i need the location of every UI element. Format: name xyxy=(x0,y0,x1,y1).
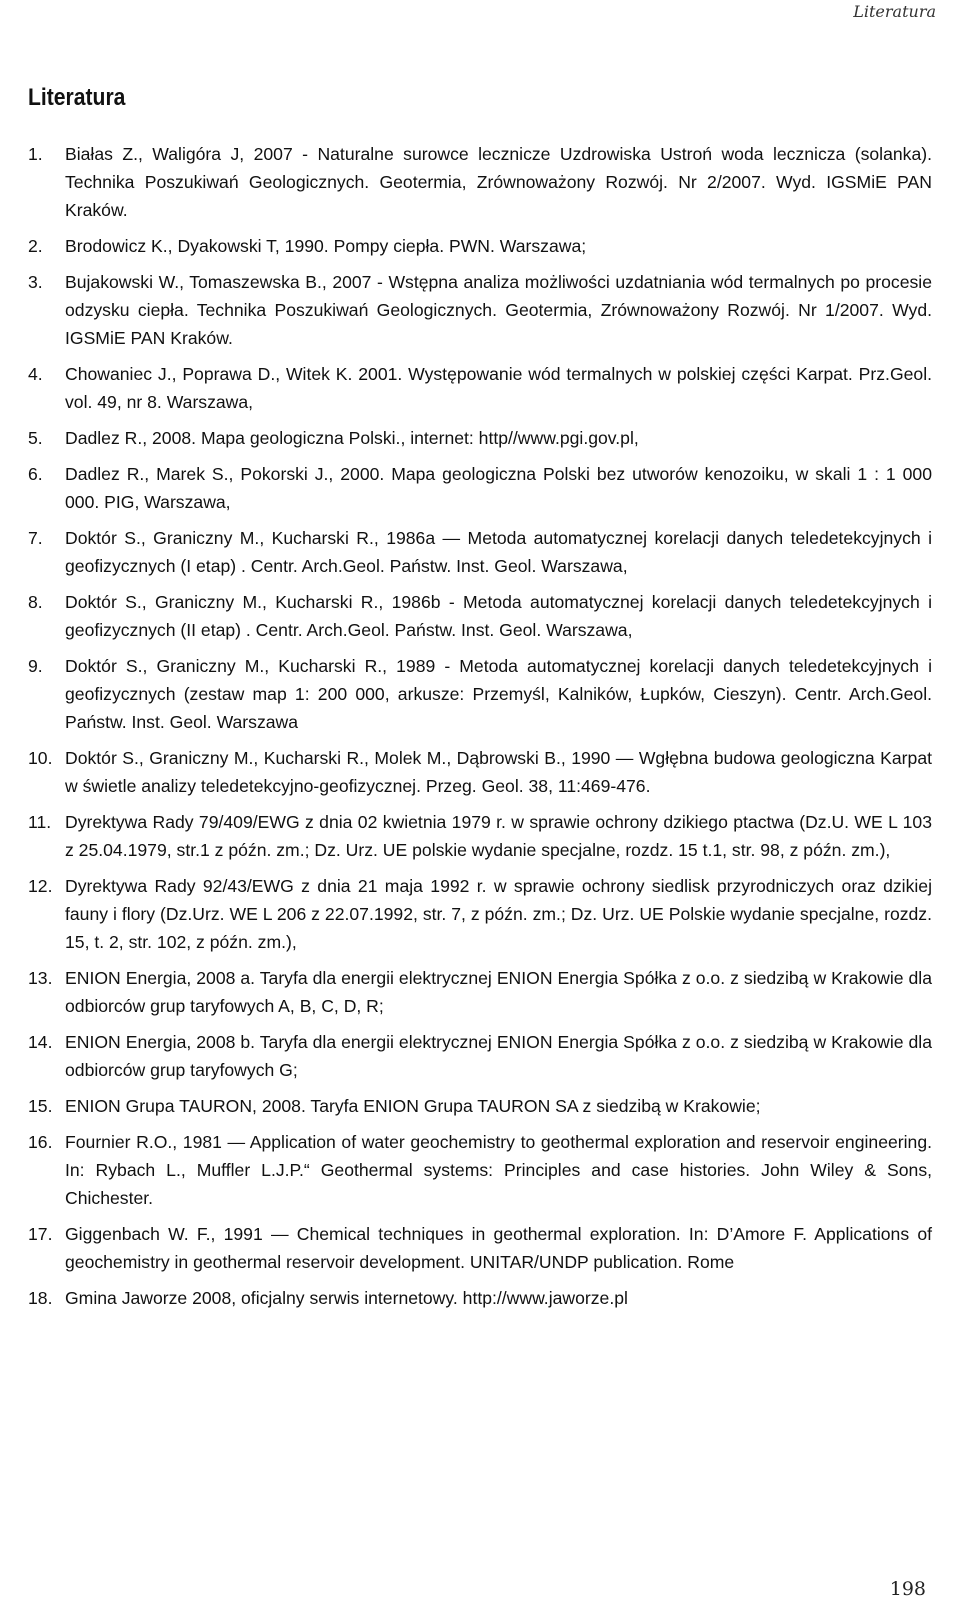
reference-item xyxy=(28,232,932,260)
reference-item xyxy=(28,1028,932,1084)
reference-number: 10. xyxy=(28,748,53,768)
reference-item xyxy=(28,524,932,580)
reference-item xyxy=(28,808,932,864)
reference-number: 2. xyxy=(28,236,43,256)
reference-number: 13. xyxy=(28,968,53,988)
reference-text: Fournier R.O., 1981 — Application of water geochemistry to geothermal exploration and reservoir engineering. In: Rybach L., Muffler L.J.P.“ Geothermal systems: Principles and case histories. John Wiley & Sons, Chichester. xyxy=(65,1132,932,1208)
reference-item xyxy=(28,460,932,516)
reference-item xyxy=(28,1128,932,1212)
reference-text: Giggenbach W. F., 1991 — Chemical techniques in geothermal exploration. In: D’Amore F. Applications of geochemistry in geothermal reservoir development. UNITAR/UNDP publication. Rome xyxy=(65,1224,932,1272)
reference-text: Doktór S., Graniczny M., Kucharski R., 1986a — Metoda automatycznej korelacji danych teledetekcyjnych i geofizycznych (I etap) . Centr. Arch.Geol. Państw. Inst. Geol. Warszawa, xyxy=(65,528,932,576)
reference-item xyxy=(28,268,932,352)
reference-item xyxy=(28,1284,932,1312)
section-title: Literatura xyxy=(28,84,126,111)
reference-number: 5. xyxy=(28,428,43,448)
reference-text: Dyrektywa Rady 79/409/EWG z dnia 02 kwietnia 1979 r. w sprawie ochrony dzikiego ptactwa (Dz.U. WE L 103 z 25.04.1979, str.1 z późn. zm.; Dz. Urz. UE polskie wydanie specjalne, rozdz. 15 t.1, str. 98, z późn. zm.), xyxy=(65,812,932,860)
reference-text: Doktór S., Graniczny M., Kucharski R., 1989 - Metoda automatycznej korelacji danych teledetekcyjnych i geofizycznych (zestaw map 1: 200 000, arkusze: Przemyśl, Kalników, Łupków, Cieszyn). Centr. Arch.Geol. Państw. Inst. Geol. Warszawa xyxy=(65,656,932,732)
reference-number: 16. xyxy=(28,1132,53,1152)
reference-number: 3. xyxy=(28,272,43,292)
reference-text: Dadlez R., 2008. Mapa geologiczna Polski., internet: http//www.pgi.gov.pl, xyxy=(65,428,639,448)
reference-number: 11. xyxy=(28,812,52,832)
reference-item xyxy=(28,964,932,1020)
reference-item xyxy=(28,872,932,956)
reference-text: Gmina Jaworze 2008, oficjalny serwis internetowy. http://www.jaworze.pl xyxy=(65,1288,628,1308)
reference-text: ENION Energia, 2008 b. Taryfa dla energii elektrycznej ENION Energia Spółka z o.o. z siedzibą w Krakowie dla odbiorców grup taryfowych G; xyxy=(65,1032,932,1080)
reference-text: Chowaniec J., Poprawa D., Witek K. 2001. Występowanie wód termalnych w polskiej części Karpat. Prz.Geol. vol. 49, nr 8. Warszawa, xyxy=(65,364,932,412)
reference-list xyxy=(28,140,932,1320)
reference-number: 6. xyxy=(28,464,43,484)
reference-number: 17. xyxy=(28,1224,53,1244)
reference-number: 7. xyxy=(28,528,43,548)
reference-number: 8. xyxy=(28,592,43,612)
reference-text: Bujakowski W., Tomaszewska B., 2007 - Wstępna analiza możliwości uzdatniania wód termalnych po procesie odzysku ciepła. Technika Poszukiwań Geologicznych. Geotermia, Zrównoważony Rozwój. Nr 1/2007. Wyd. IGSMiE PAN Kraków. xyxy=(65,272,932,348)
reference-item xyxy=(28,744,932,800)
page-number: 198 xyxy=(889,1578,926,1600)
reference-item xyxy=(28,360,932,416)
reference-number: 9. xyxy=(28,656,43,676)
reference-text: ENION Energia, 2008 a. Taryfa dla energii elektrycznej ENION Energia Spółka z o.o. z siedzibą w Krakowie dla odbiorców grup taryfowych A, B, C, D, R; xyxy=(65,968,932,1016)
reference-text: Doktór S., Graniczny M., Kucharski R., Molek M., Dąbrowski B., 1990 — Wgłębna budowa geologiczna Karpat w świetle analizy teledetekcyjno-geofizycznej. Przeg. Geol. 38, 11:469-476. xyxy=(65,748,932,796)
reference-text: Białas Z., Waligóra J, 2007 - Naturalne surowce lecznicze Uzdrowiska Ustroń woda lecznicza (solanka). Technika Poszukiwań Geologicznych. Geotermia, Zrównoważony Rozwój. Nr 2/2007. Wyd. IGSMiE PAN Kraków. xyxy=(65,144,932,220)
reference-number: 12. xyxy=(28,876,53,896)
reference-number: 1. xyxy=(28,144,43,164)
reference-text: ENION Grupa TAURON, 2008. Taryfa ENION Grupa TAURON SA z siedzibą w Krakowie; xyxy=(65,1096,761,1116)
reference-item xyxy=(28,1220,932,1276)
reference-text: Doktór S., Graniczny M., Kucharski R., 1986b - Metoda automatycznej korelacji danych teledetekcyjnych i geofizycznych (II etap) . Centr. Arch.Geol. Państw. Inst. Geol. Warszawa, xyxy=(65,592,932,640)
reference-item xyxy=(28,652,932,736)
reference-text: Dyrektywa Rady 92/43/EWG z dnia 21 maja 1992 r. w sprawie ochrony siedlisk przyrodniczych oraz dzikiej fauny i flory (Dz.Urz. WE L 206 z 22.07.1992, str. 7, z późn. zm.; Dz. Urz. UE Polskie wydanie specjalne, rozdz. 15, t. 2, str. 102, z późn. zm.), xyxy=(65,876,932,952)
reference-number: 15. xyxy=(28,1096,53,1116)
reference-text: Dadlez R., Marek S., Pokorski J., 2000. Mapa geologiczna Polski bez utworów kenozoiku, w skali 1 : 1 000 000. PIG, Warszawa, xyxy=(65,464,932,512)
running-header: Literatura xyxy=(853,2,936,21)
reference-number: 18. xyxy=(28,1288,53,1308)
reference-item xyxy=(28,424,932,452)
reference-number: 14. xyxy=(28,1032,53,1052)
reference-text: Brodowicz K., Dyakowski T, 1990. Pompy ciepła. PWN. Warszawa; xyxy=(65,236,587,256)
reference-item xyxy=(28,1092,932,1120)
reference-item xyxy=(28,588,932,644)
reference-number: 4. xyxy=(28,364,43,384)
reference-item xyxy=(28,140,932,224)
